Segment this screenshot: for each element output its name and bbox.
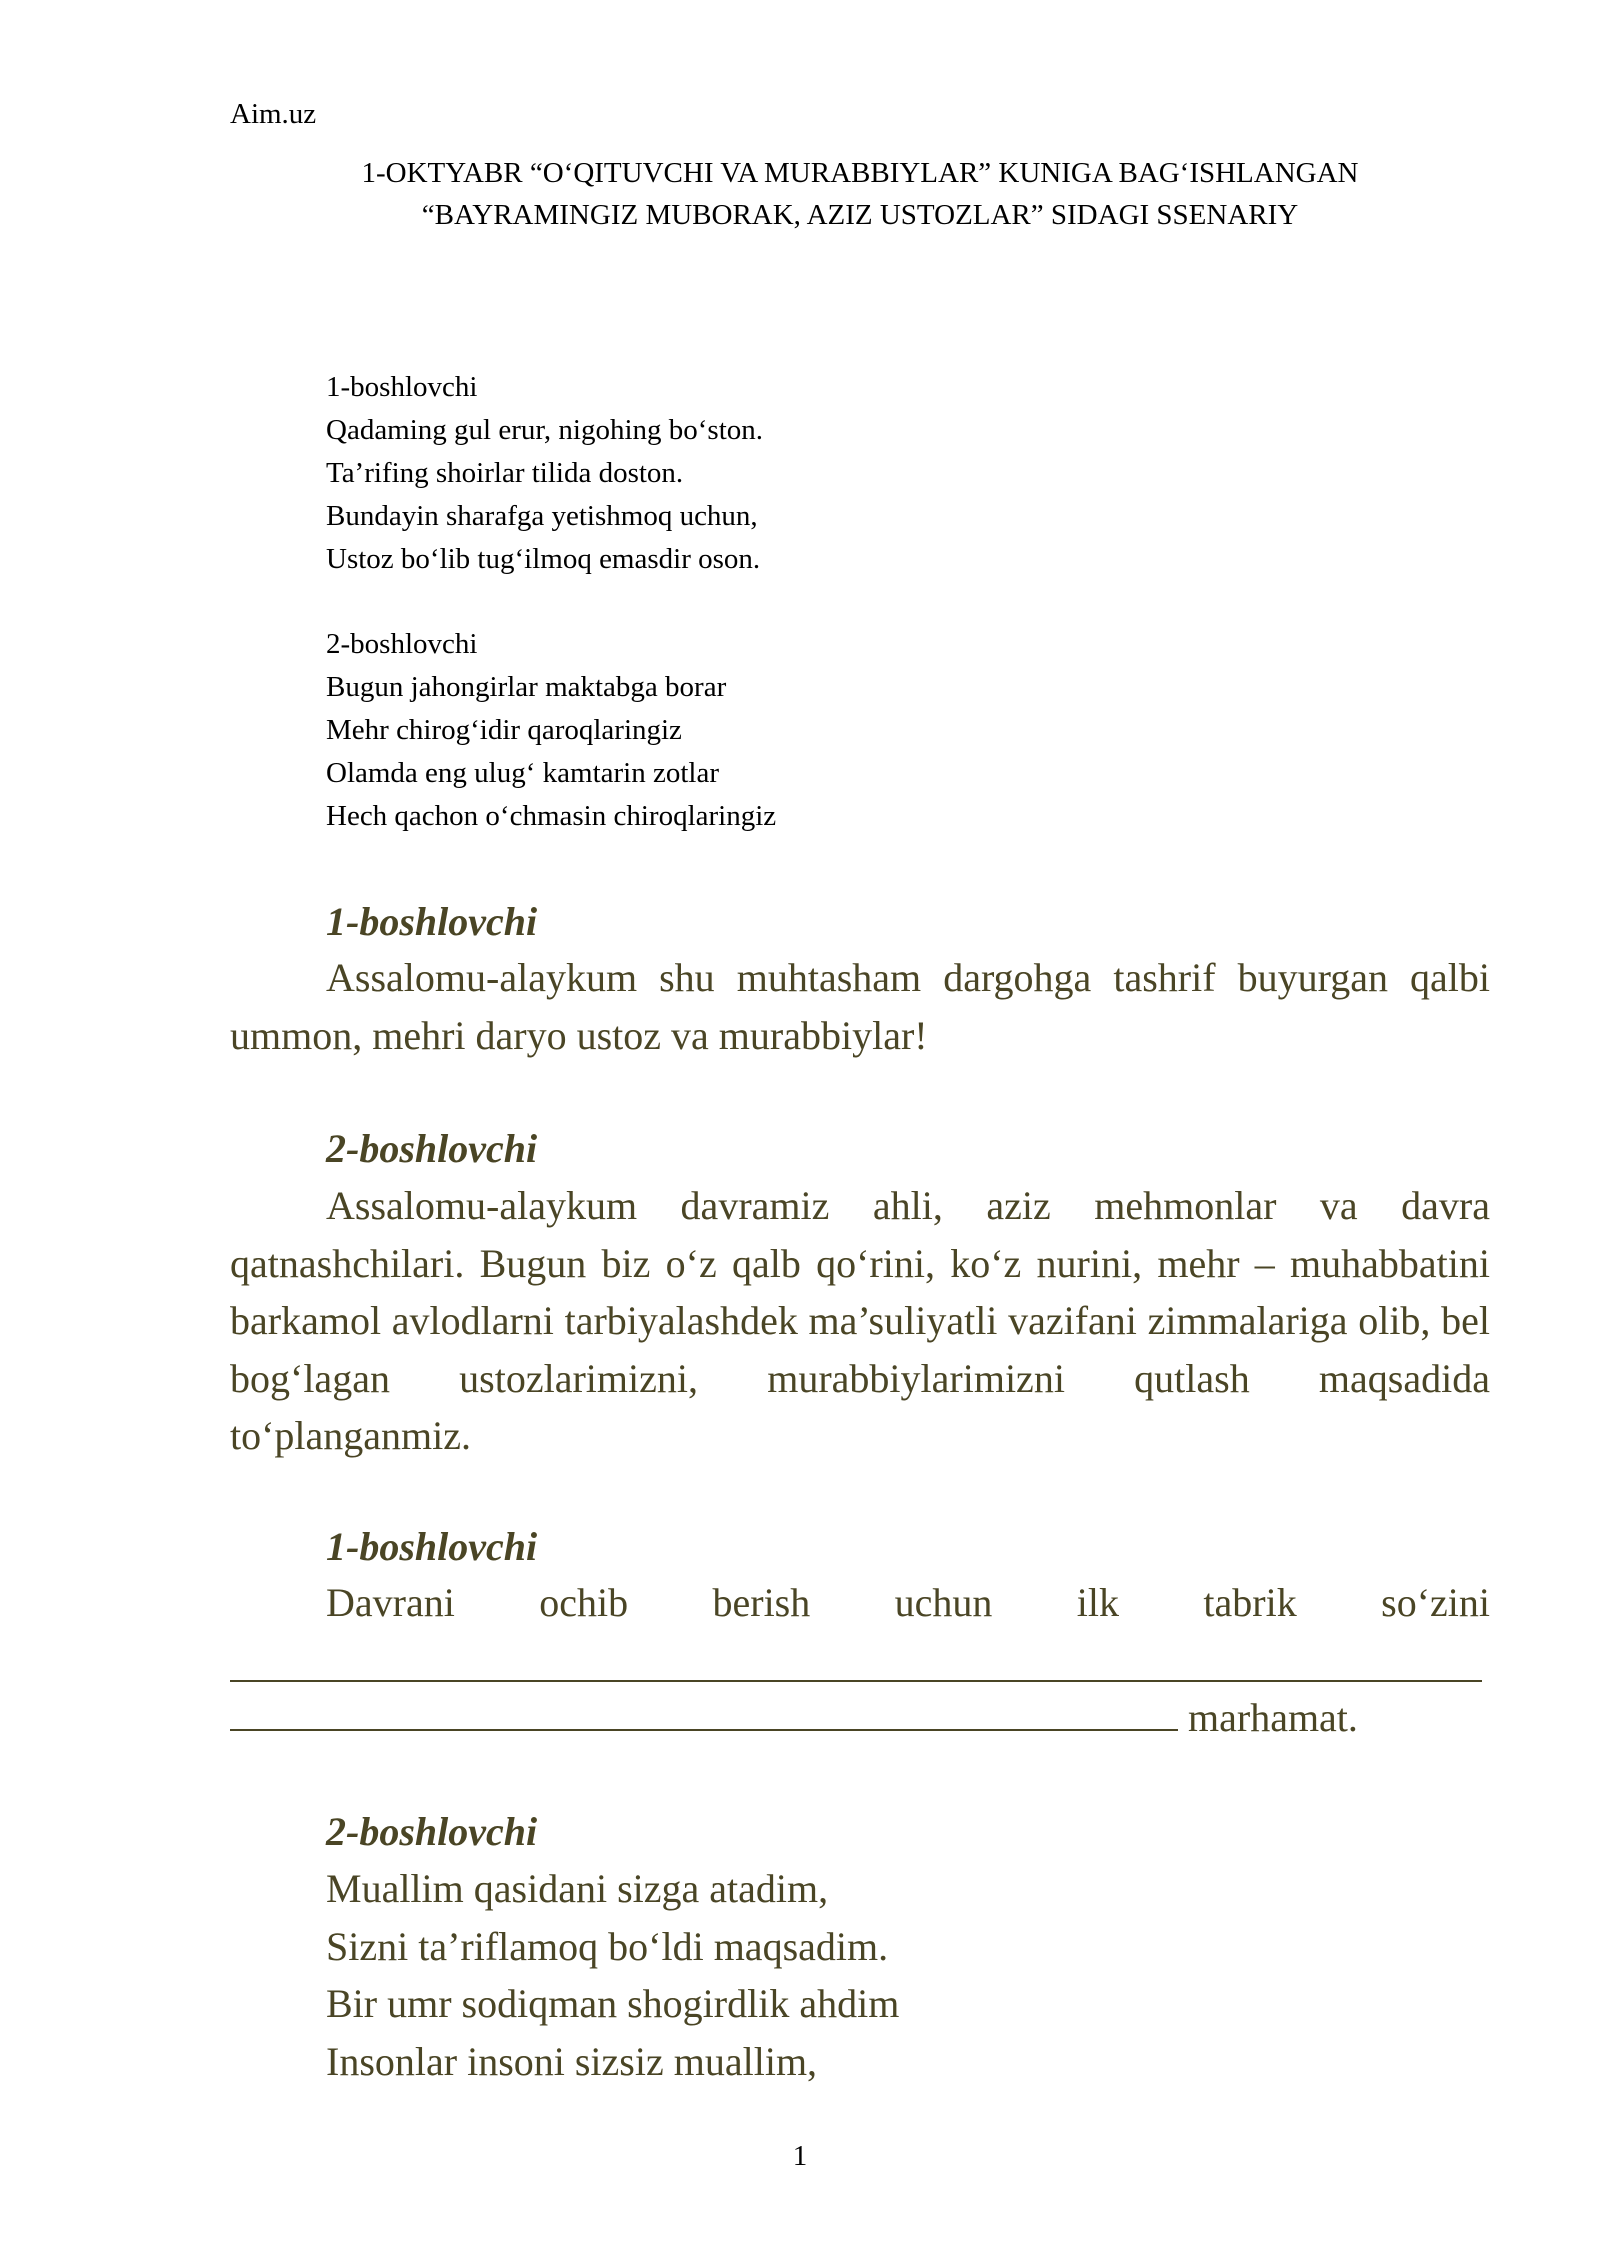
verse-speaker: 2-boshlovchi <box>326 628 478 660</box>
verse-line: Insonlar insoni sizsiz muallim, <box>326 2038 818 2084</box>
verse-line: Olamda eng ulug‘ kamtarin zotlar <box>326 757 719 789</box>
speaker-heading: 1-boshlovchi <box>326 1524 538 1569</box>
verse-line: Ustoz bo‘lib tug‘ilmoq emasdir oson. <box>326 543 761 575</box>
title-line-1: 1-OKTYABR “O‘QITUVCHI VA MURABBIYLAR” KUNIGA BAG‘ISHLANGAN <box>361 157 1359 189</box>
verse-line: Bundayin sharafga yetishmoq uchun, <box>326 500 758 532</box>
fill-in-rule <box>230 1680 1482 1682</box>
verse-line: Bugun jahongirlar maktabga borar <box>326 671 727 703</box>
document-title <box>230 152 1490 236</box>
blank-line-with-ending <box>230 1689 1490 1747</box>
verse-line: Qadaming gul erur, nigohing bo‘ston. <box>326 414 763 446</box>
site-name: Aim.uz <box>230 98 317 130</box>
paragraph: Assalomu-alaykum shu muhtasham dargohga tashrif buyurgan qalbi ummon, mehri daryo ustoz va murabbiylar! <box>230 955 1490 1058</box>
verse-line: Muallim qasidani sizga atadim, <box>326 1866 829 1911</box>
intro-verse-2 <box>326 623 776 838</box>
speaker-heading: 1-boshlovchi <box>326 899 538 944</box>
verse-speaker: 1-boshlovchi <box>326 371 478 403</box>
verse-line: Hech qachon o‘chmasin chiroqlaringiz <box>326 800 777 832</box>
page-number: 1 <box>792 2140 808 2172</box>
paragraph: Assalomu-alaykum davramiz ahli, aziz mehmonlar va davra qatnashchilari. Bugun biz o‘z qalb qo‘rini, ko‘z nurini, mehr – muhabbatini barkamol avlodlarni tarbiyalashdek ma’suliyatli vazifani zimmalariga olib, bel bog‘lagan ustozlarimizni, murabbiylarimizni qutlash maqsadida to‘planganmiz. <box>230 1183 1490 1458</box>
verse-line: Bir umr sodiqman shogirdlik ahdim <box>326 1981 900 2026</box>
speaker-heading: 2-boshlovchi <box>326 1126 538 1171</box>
title-line-2: “BAYRAMINGIZ MUBORAK, AZIZ USTOZLAR” SIDAGI SSENARIY <box>421 199 1299 231</box>
verse-line: Mehr chirog‘idir qaroqlaringiz <box>326 714 682 746</box>
ending-text: marhamat. <box>1188 1695 1358 1740</box>
blank-line <box>230 1632 1490 1682</box>
verse-line: Ta’rifing shoirlar tilida doston. <box>326 457 684 489</box>
fill-in-rule <box>230 1689 1178 1731</box>
intro-verse-1 <box>326 366 763 581</box>
verse <box>326 1860 899 2090</box>
speaker-heading: 2-boshlovchi <box>326 1809 538 1854</box>
verse-line: Sizni ta’riflamoq bo‘ldi maqsadim. <box>326 1923 889 1969</box>
paragraph: Davrani ochib berish uchun ilk tabrik so‘zini <box>326 1580 1490 1625</box>
